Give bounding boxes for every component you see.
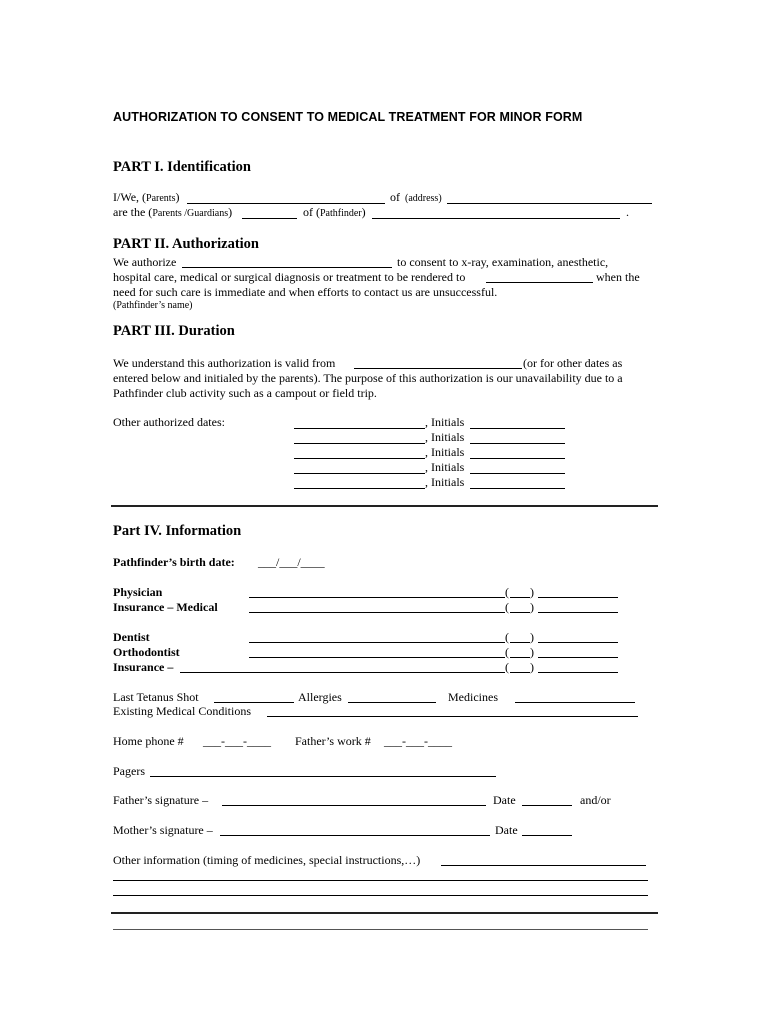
insurance-medical-phone-close: ) [530,600,534,614]
existing-conditions-field[interactable] [267,716,638,717]
valid-from-text: We understand this authorization is valid from [113,356,336,370]
parents-name-field[interactable] [187,203,385,204]
orthodontist-label: Orthodontist [113,645,180,659]
fathers-signature-label: Father’s signature – [113,793,209,807]
orthodontist-phone-field[interactable] [538,657,618,658]
period: . [626,205,629,219]
pathfinder-field[interactable] [372,218,620,219]
other-date-field[interactable] [294,428,425,429]
medicines-label: Medicines [448,690,498,704]
initials-field[interactable] [470,443,565,444]
initials-label: , Initials [425,475,465,489]
part1-heading: PART I. Identification [113,159,251,175]
part3-heading: PART III. Duration [113,323,235,339]
mother-date-field[interactable] [522,835,572,836]
other-date-field[interactable] [294,458,425,459]
pathfinder-name-note: (Pathfinder’s name) [113,300,193,311]
fathers-signature-field[interactable] [222,805,486,806]
allergies-label: Allergies [298,690,342,704]
insurance-phone-open: ( [505,660,509,674]
pathfinder-name-field[interactable] [486,282,593,283]
relationship-field[interactable] [242,218,297,219]
birth-date-field[interactable]: ___/___/____ [258,555,325,569]
physician-phone-field[interactable] [538,597,618,598]
mothers-signature-label: Mother’s signature – [113,823,213,837]
initials-label: , Initials [425,460,465,474]
physician-phone-open: ( [505,585,509,599]
insurance-medical-label: Insurance – Medical [113,600,218,614]
when-the-text: when the [596,270,640,284]
or-other-text: (or for other dates as [523,356,623,370]
valid-from-field[interactable] [354,368,522,369]
orthodontist-phone-close: ) [530,645,534,659]
last-tetanus-field[interactable] [214,702,294,703]
orthodontist-field[interactable] [249,657,505,658]
home-phone-field[interactable]: ___-___-____ [203,734,271,748]
initials-field[interactable] [470,428,565,429]
fathers-work-label: Father’s work # [295,734,371,748]
initials-field[interactable] [470,488,565,489]
existing-conditions-label: Existing Medical Conditions [113,704,251,718]
physician-field[interactable] [249,597,505,598]
insurance-medical-phone-field[interactable] [538,612,618,613]
other-info-line[interactable] [113,880,648,881]
part4-heading: Part IV. Information [113,523,242,539]
of-label: of [390,190,400,204]
physician-phone-close: ) [530,585,534,599]
pagers-label: Pagers [113,764,145,778]
insurance-medical-area-code-field[interactable] [510,612,530,613]
dentist-field[interactable] [249,642,505,643]
birth-date-label: Pathfinder’s birth date: [113,555,235,569]
other-date-field[interactable] [294,443,425,444]
footer-line [113,929,648,930]
father-date-field[interactable] [522,805,572,806]
orthodontist-phone-open: ( [505,645,509,659]
insurance-medical-phone-open: ( [505,600,509,614]
initials-label: , Initials [425,445,465,459]
insurance-field[interactable] [180,672,505,673]
initials-field[interactable] [470,458,565,459]
physician-area-code-field[interactable] [510,597,530,598]
initials-label: , Initials [425,430,465,444]
bottom-divider [111,912,658,914]
dentist-area-code-field[interactable] [510,642,530,643]
entered-below-text: entered below and initialed by the parents). The purpose of this authorization is our unavailability due to a [113,371,623,385]
fathers-work-field[interactable]: ___-___-____ [384,734,452,748]
other-info-line[interactable] [113,895,648,896]
club-activity-text: Pathfinder club activity such as a campout or field trip. [113,386,377,400]
of-pathfinder-label: of (Pathfinder) [303,205,366,219]
mothers-signature-field[interactable] [220,835,490,836]
authorized-person-field[interactable] [182,267,392,268]
address-label: (address) [405,193,442,204]
father-date-label: Date [493,793,516,807]
dentist-label: Dentist [113,630,150,644]
section-divider [111,505,658,507]
need-text: need for such care is immediate and when efforts to contact us are unsuccessful. [113,285,498,299]
other-date-field[interactable] [294,473,425,474]
insurance-label: Insurance – [113,660,174,674]
are-the-label: are the (Parents /Guardians) [113,205,233,219]
address-field[interactable] [447,203,652,204]
dentist-phone-open: ( [505,630,509,644]
and-or-text: and/or [580,793,611,807]
other-info-field[interactable] [441,865,646,866]
hospital-care-text: hospital care, medical or surgical diagnosis or treatment to be rendered to [113,270,466,284]
physician-label: Physician [113,585,163,599]
allergies-field[interactable] [348,702,436,703]
other-info-label: Other information (timing of medicines, special instructions,…) [113,853,421,867]
mother-date-label: Date [495,823,518,837]
medicines-field[interactable] [515,702,635,703]
initials-label: , Initials [425,415,465,429]
consent-text: to consent to x-ray, examination, anesthetic, [397,255,609,269]
pagers-field[interactable] [150,776,496,777]
orthodontist-area-code-field[interactable] [510,657,530,658]
form-title: AUTHORIZATION TO CONSENT TO MEDICAL TREATMENT FOR MINOR FORM [113,110,583,124]
other-date-field[interactable] [294,488,425,489]
dentist-phone-close: ) [530,630,534,644]
we-authorize-label: We authorize [113,255,177,269]
insurance-medical-field[interactable] [249,612,505,613]
home-phone-label: Home phone # [113,734,184,748]
last-tetanus-label: Last Tetanus Shot [113,690,199,704]
initials-field[interactable] [470,473,565,474]
insurance-phone-close: ) [530,660,534,674]
iwe-label: I/We, (Parents) [113,190,180,204]
other-dates-label: Other authorized dates: [113,415,225,429]
dentist-phone-field[interactable] [538,642,618,643]
insurance-area-code-field[interactable] [510,672,530,673]
insurance-phone-field[interactable] [538,672,618,673]
part2-heading: PART II. Authorization [113,236,259,252]
